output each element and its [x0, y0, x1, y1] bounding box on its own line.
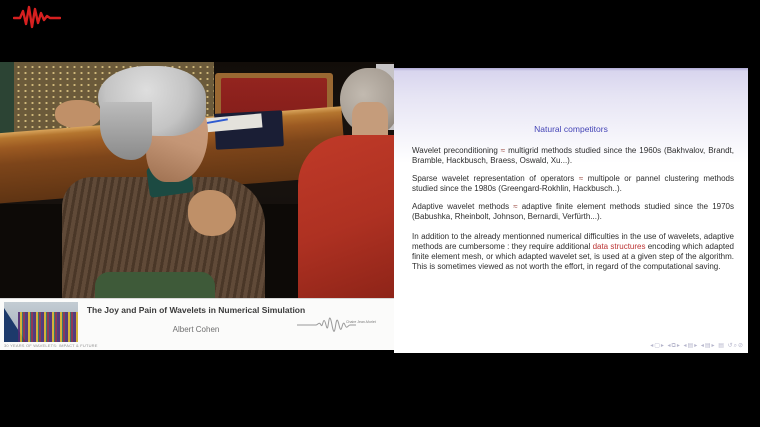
- video-content: [0, 62, 748, 353]
- audience-photo: [0, 62, 394, 298]
- red-wavelet-logo-icon: [13, 5, 61, 29]
- beamer-navigation-icons[interactable]: ◂▢▸ ◂⧉▸ ◂▤▸ ◂▤▸ ▤ ↺⌕⊘: [650, 343, 744, 349]
- conference-caption: 30 YEARS OF WAVELETS: IMPACT & FUTURE: [4, 343, 98, 348]
- slide-body: Wavelet preconditioning ≈ multigrid methods studied since the 1960s (Bakhvalov, Brandt, Bramble, Hackbusch, Braess, Oswald, Xu...). Sparse wavelet representation of operators ≈ multipole or pannel clustering methods studied since the 1980s (Greengard-Rokhlin, Hackbusch..). Adaptive wavelet methods ≈ adaptive finite element methods studied since the 1970s (Babushka, Rheinbolt, Johnson, Bernardi, Verfürth...). In addition to the already mentionned numerical difficulties in the use of wavelets, adaptive methods are cumbersome : they require additional data structures encoding which adapted finite element mesh, or which adapted wavelet set, is used at a given step of the algorithm. This is sometimes viewed as not worth the effort, in regard of the computational saving.: [412, 146, 735, 271]
- logo-stripes: [18, 312, 78, 342]
- conference-logo: [4, 302, 78, 342]
- photo-red-sweater-person: [298, 135, 394, 298]
- photo-green-jacket: [95, 272, 215, 298]
- speaker-name: Albert Cohen: [172, 325, 220, 334]
- talk-title: The Joy and Pain of Wavelets in Numerical Simulation: [86, 305, 306, 315]
- signature-caption: Chaire Jean-Morlet: [346, 320, 376, 324]
- morlet-wavelet-icon: [296, 299, 392, 351]
- photo-man-hand: [188, 190, 236, 236]
- title-banner: [0, 298, 394, 350]
- slide-title: Natural competitors: [534, 124, 608, 134]
- photo-tweed-hand: [55, 100, 101, 128]
- presentation-slide: [394, 62, 748, 353]
